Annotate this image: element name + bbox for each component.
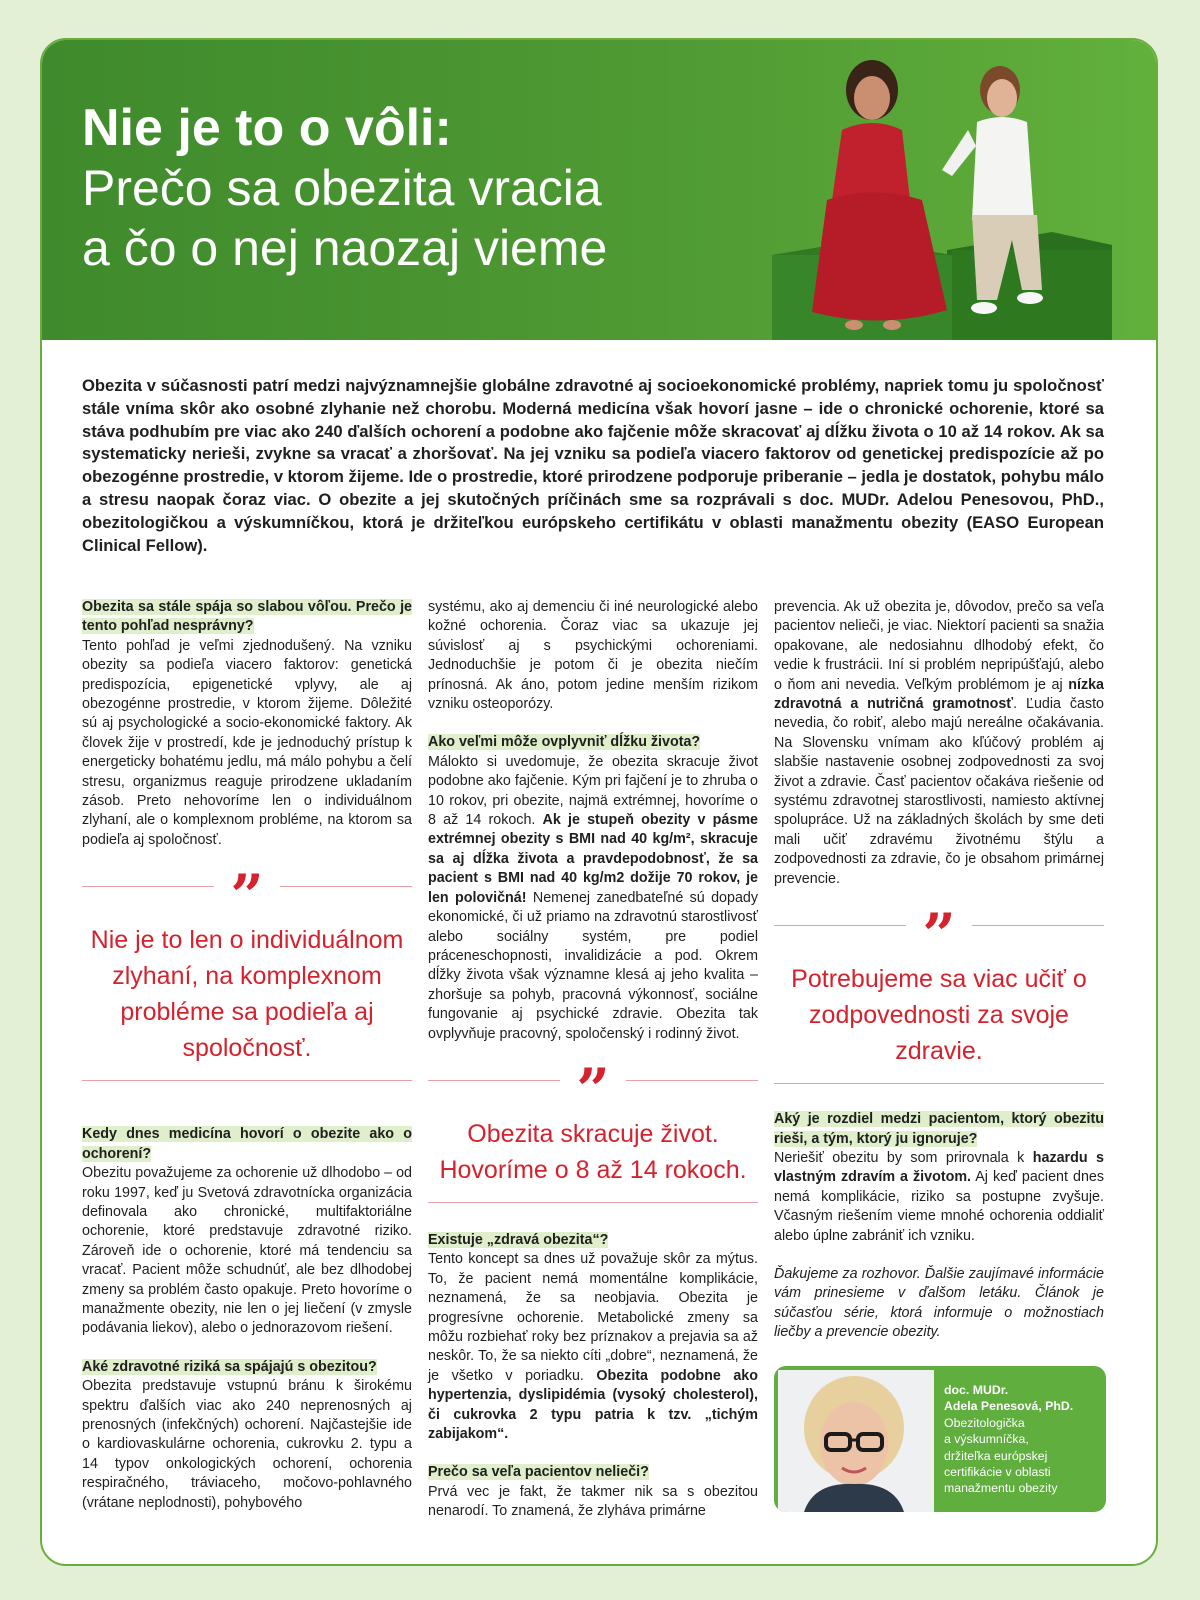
quote-divider [428,1080,560,1081]
qa-block-5 [428,1231,758,1444]
column-1 [82,598,412,1532]
answer-text: Tento pohľad je veľmi zjednodušený. Na vzniku obezity sa podieľa viacero faktorov: genetická predispozícia, epigenetické vplyvy, ale aj obezogénne prostredie, v ktorom žijeme. Dôležité sú aj psychologické a socio-ekonomické faktory. Ak človek žije v prostredí, kde je jednoduchý prístup k energeticky bohatému jedlu, má málo pohybu a čelí stresu, organizmus reaguje prirodzene ukladaním zásob. Preto nehovoríme len o individuálnom zlyhaní, ale o komplexnom probléme, na ktorom sa podieľa aj spoločnosť. [82,637,412,848]
answer-text: Obezita predstavuje vstupnú bránu k širokému spektru ďalších viac ako 240 neprenosných aj prenosných (infekčných) ochorení. Najčastejšie ide o kardiovaskulárne ochorenia, cukrovku 2. typu a 14 typov onkologických ochorení, ochorenia respiračného, tráviaceho, močovo-pohlavného (vrátane neplodnosti), pohybového [82,1378,412,1511]
expert-role-line: a výskumníčka, [944,1432,1029,1447]
quote-text: Obezita skracuje život. Hovoríme o 8 až 14 rokoch. [439,1119,747,1184]
expert-profile-card [774,1366,1106,1512]
quote-text: Nie je to len o individuálnom zlyhaní, na komplexnom probléme sa podieľa aj spoločnosť. [90,926,404,1063]
expert-role-line: držiteľka európskej [944,1448,1048,1463]
qa-block-6 [428,1463,758,1521]
quote-mark-icon: ” [922,909,956,952]
quote-divider [82,1080,412,1081]
expert-role-line: certifikácie v oblasti [944,1465,1051,1480]
title-line-2: Prečo sa obezita vracia [82,160,602,216]
expert-info [944,1382,1094,1497]
title-line-1: Nie je to o vôli: [82,99,452,157]
pull-quote-1 [82,870,412,1081]
answer-text: Obezitu považujeme za ochorenie už dlhodobo – od roku 1997, keď ju Svetová zdravotnícka organizácia definovala ako chronické, multifaktoriálne ochorenie, ktoré predstavuje zdravotné riziko. Zároveň ide o ochorenie, ktoré má tendenciu sa vracať. Pacient môže schudnúť, ale bez dlhodobej zmeny sa problém často opakuje. Preto hovoríme o manažmente obezity, nie len o jej liečení (v zmysle podávania liekov), alebo o jednorazovom riešení. [82,1165,412,1337]
question-heading: Existuje „zdravá obezita“? [428,1231,609,1248]
answer-emphasis: Ak je stupeň obezity v pásme extrémnej obezity s BMI nad 40 kg/m², skracuje sa aj dĺžka života a pravdepodobnosť, že sa pacient s BMI nad 40 kg/m2 dožije 70 rokov, je len polovičná! [428,812,758,906]
quote-divider [626,1080,758,1081]
answer-emphasis: hazardu s vlastným zdravím a životom. [774,1149,1104,1186]
quote-mark-icon: ” [576,1063,610,1106]
hero-banner [42,40,1156,340]
title-line-3: a čo o nej naozaj vieme [82,220,608,276]
quote-divider [774,1083,1104,1084]
qa-block-1 [82,598,412,850]
question-heading: Prečo sa veľa pacientov nelieči? [428,1464,649,1481]
closing-thanks: Ďakujeme za rozhovor. Ďalšie zaujímavé informácie vám prinesieme v ďalšom letáku. Článok je súčasťou série, ktorá informuje o možnostiach liečby a prevencie obezity. [774,1265,1104,1341]
quote-divider [280,886,412,887]
answer-text: Nemenej zanedbateľné sú dopady ekonomické, či už priamo na zdravotnú starostlivosť alebo sociálny systém, pre podiel práceneschopnosti, invalidizácie a pod. Okrem dĺžky života však významne klesá aj jeho kvalita – zhoršuje sa pohyb, pracovná výkonnosť, sociálne fungovanie aj psychické zdravie. Obezita tak ovplyvňuje pracovný, spoločenský i rodinný život. [428,889,758,1042]
expert-portrait [774,1366,934,1512]
quote-mark-icon: ” [230,870,264,913]
lead-paragraph: Obezita v súčasnosti patrí medzi najvýznamnejšie globálne zdravotné aj socioekonomické problémy, napriek tomu ju spoločnosť stále vníma skôr ako osobné zlyhanie než chorobu. Moderná medicína však hovorí jasne – ide o chronické ochorenie, ktoré sa stáva podhubím pre viac ako 240 ďalších ochorení a podobne ako fajčenie môže skracovať aj dĺžku života o 10 až 14 rokov. Ak sa systematicky nerieši, zvykne sa vracať a zhoršovať. Na jej vzniku sa podieľa viacero faktorov od genetickej predispozície až po obezogénne prostredie, v ktorom žijeme. Ide o prostredie, ktoré prirodzene podporuje priberanie – jedla je dostatok, pohybu málo a stresu naopak čoraz viac. O obezite a jej skutočných príčinách sme sa rozprávali s doc. MUDr. Adelou Penesovou, PhD., obezitologičkou a výskumníčkou, ktorá je držiteľkou európskeho certifikátu v oblasti manažmentu obezity (EASO European Clinical Fellow). [82,376,1104,555]
column-3 [774,598,1104,1362]
answer-text: Málokto si uvedomuje, že obezita skracuje život podobne ako fajčenie. Kým pri fajčení je to zhruba o 10 rokov, pri obezite, najmä extrémnej, hovoríme o 8 až 14 rokoch. [428,753,758,829]
answer-emphasis: Obezita podobne ako hypertenzia, dyslipidémia (vysoký cholesterol), či cukrovka 2 typu patria k tzv. „tichým zabijakom“. [428,1367,758,1442]
qa-block-3 [82,1358,412,1513]
quote-divider [972,925,1104,926]
quote-divider [428,1202,758,1203]
question-heading: Ako veľmi môže ovplyvniť dĺžku života? [428,734,701,751]
answer-text: Aj keď pacient dnes nemá komplikácie, riziko sa postupne zvyšuje. Včasným riešením vieme mnohé ochorenia oddialiť alebo úplne zabrániť ich vzniku. [774,1169,1104,1244]
quote-divider [774,925,906,926]
question-heading: Obezita sa stále spája so slabou vôľou. Prečo je tento pohľad nesprávny? [82,599,412,635]
answer-emphasis: nízka zdravotná a nutričná gramotnosť [774,676,1104,713]
article-title [82,98,607,278]
expert-title: doc. MUDr. [944,1383,1009,1397]
expert-name: Adela Penesová, PhD. [944,1399,1074,1414]
qa-block-7 [774,1110,1104,1246]
question-heading: Aké zdravotné riziká sa spájajú s obezitou? [82,1358,377,1375]
expert-role-line: Obezitologička [944,1415,1025,1430]
pull-quote-2 [428,1064,758,1203]
question-heading: Kedy dnes medicína hovorí o obezite ako o ochorení? [82,1126,412,1162]
column-2 [428,598,758,1541]
quote-text: Potrebujeme sa viac učiť o zodpovednosti za svoje zdravie. [791,965,1087,1066]
answer-text: . Ľudia často nevedia, čo robiť, alebo majú nereálne očakávania. Na Slovensku vnímam ako kľúčový problém aj slabšie nastavenie osobnej zodpovednosti za svoj život a zdravie. Časť pacientov očakáva riešenie od systému zdravotnej starostlivosti, namiesto aktívnej spolupráce. Už na základných školách by sme deti mali učiť zdravému životnému štýlu a zodpovednosti za zdravie, čo je obsahom primárnej prevencie. [774,696,1105,887]
expert-role-line: manažmentu obezity [944,1481,1058,1496]
answer-continuation [774,598,1104,889]
answer-continuation: systému, ako aj demenciu či iné neurologické alebo kožné ochorenia. Čoraz viac sa ukazuje jej súvislosť aj s psychickými ochoreniami. Jednoduchšie je potom či je obezita niečím prínosná. Ak áno, potom jedine menším rizikom vzniku osteoporózy. [428,599,758,713]
hero-photo-two-women [772,50,1142,340]
pull-quote-3 [774,909,1104,1084]
answer-text: Neriešiť obezitu by som prirovnala k [774,1149,1033,1166]
article-card [40,38,1158,1566]
qa-block-2 [82,1125,412,1338]
answer-text: Prvá vec je fakt, že takmer nik sa s obezitou nenarodí. To znamená, že zlyháva primárne [428,1483,758,1520]
answer-text: Tento koncept sa dnes už považuje skôr za mýtus. To, že pacient nemá momentálne komplikácie, neznamená, že sa neobjavia. Obezita je progresívne ochorenie. Metabolické zmeny sa môžu rozbiehať roky bez príznakov a prejavia sa až neskôr. To, že sa niekto cíti „dobre“, neznamená, že je všetko v poriadku. [428,1251,758,1384]
qa-block-4 [428,733,758,1044]
question-heading: Aký je rozdiel medzi pacientom, ktorý obezitu rieši, a tým, ktorý ju ignoruje? [774,1111,1104,1147]
answer-text: prevencia. Ak už obezita je, dôvodov, prečo sa veľa pacientov nelieči, je viac. Niektorí pacienti sa snažia opakovane, ale nedosiahnu dlhodobý efekt, čo vedie k frustrácii. Iní si problém nepripúšťajú, alebo o ňom ani nevedia. Veľkým problémom je aj [774,599,1104,693]
quote-divider [82,886,214,887]
